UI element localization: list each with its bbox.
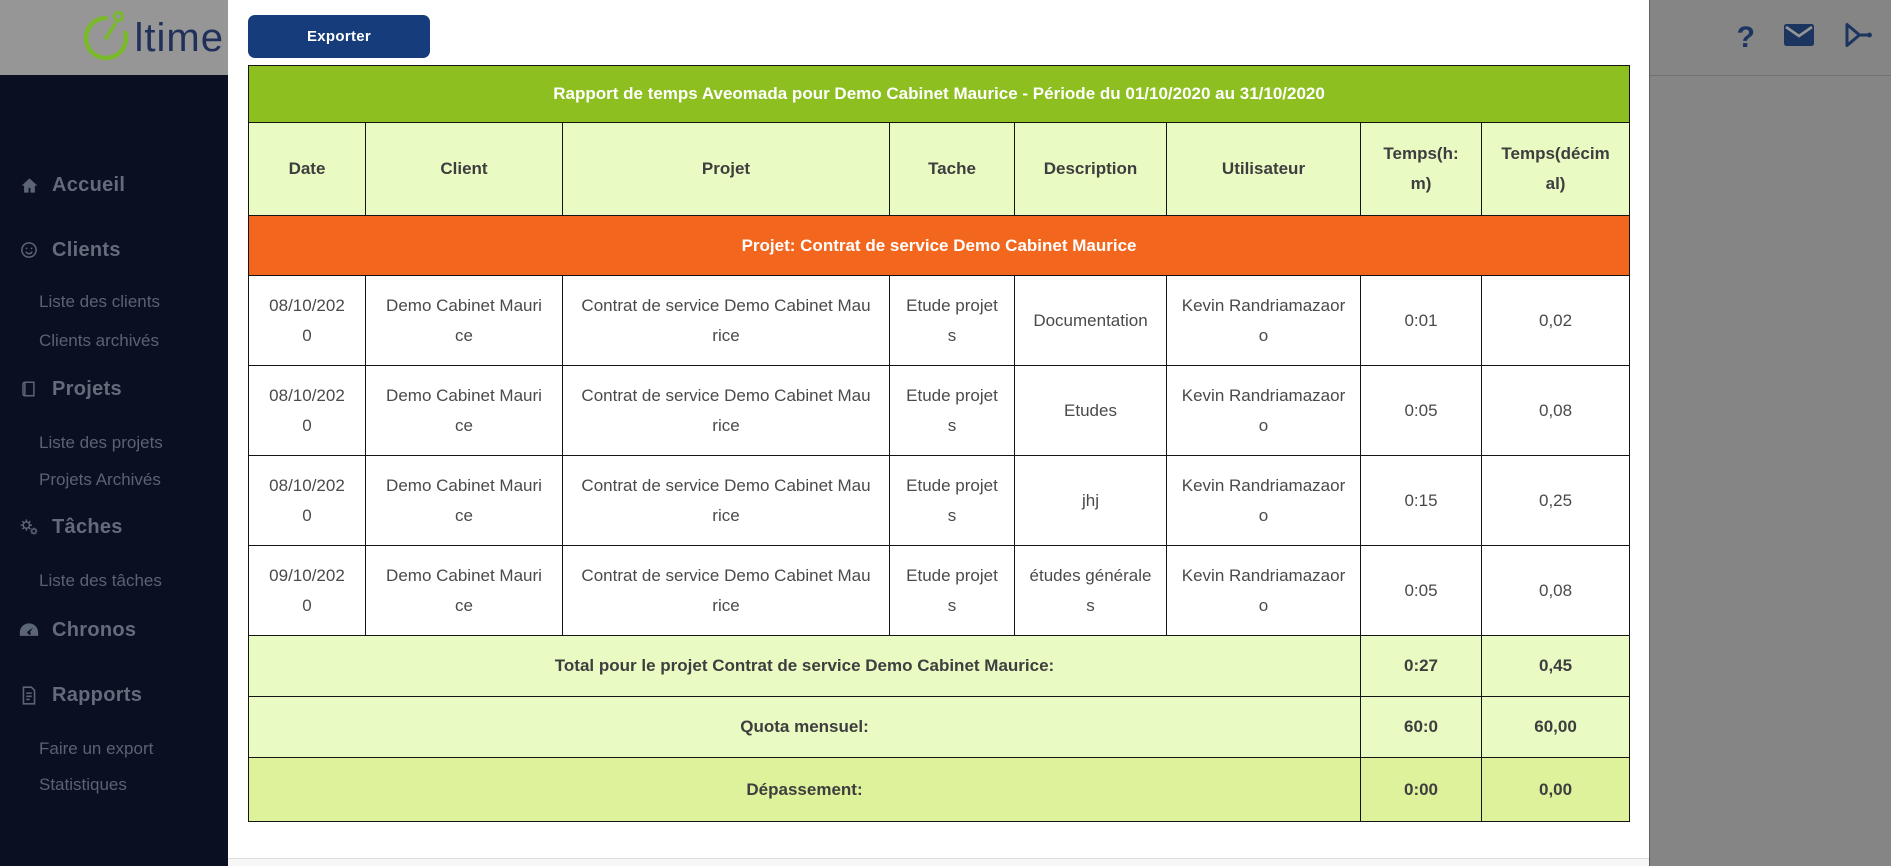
- sidebar-item-label: Projets: [52, 377, 122, 400]
- cell-description: Etudes: [1015, 366, 1167, 456]
- help-button[interactable]: [1736, 20, 1755, 54]
- cell-tache: Etude projets: [890, 456, 1015, 546]
- cell-utilisateur: Kevin Randriamazaoro: [1167, 366, 1361, 456]
- quota-row: [249, 697, 1630, 758]
- export-button[interactable]: Exporter: [248, 15, 430, 58]
- total-label: Quota mensuel:: [249, 697, 1361, 758]
- sidebar-item-label: Chronos: [52, 618, 137, 641]
- cell-temps-hm: 0:15: [1361, 456, 1482, 546]
- app-logo-text: ltime: [134, 15, 224, 60]
- table-row: [249, 546, 1630, 636]
- table-row: [249, 276, 1630, 366]
- cell-client: Demo Cabinet Maurice: [366, 456, 563, 546]
- sidebar-item-taches[interactable]: [0, 513, 228, 541]
- col-header-temps-hm: Temps(h:m): [1361, 123, 1482, 216]
- smiley-icon: [16, 241, 42, 259]
- total-label: Total pour le projet Contrat de service Demo Cabinet Maurice:: [249, 636, 1361, 697]
- logout-button[interactable]: [1843, 21, 1873, 54]
- total-temps-decimal: 0,00: [1482, 758, 1630, 822]
- report-title-row: [249, 66, 1630, 123]
- col-header-date: Date: [249, 123, 366, 216]
- cell-temps-decimal: 0,02: [1482, 276, 1630, 366]
- sidebar-item-projets[interactable]: [0, 375, 228, 403]
- col-header-tache: Tache: [890, 123, 1015, 216]
- table-row: [249, 456, 1630, 546]
- logo-band: [0, 0, 228, 75]
- clock-logo-icon: [79, 8, 133, 67]
- cell-date: 08/10/2020: [249, 456, 366, 546]
- sidebar-item-label: Tâches: [52, 515, 123, 538]
- depassement-row: [249, 758, 1630, 822]
- sidebar-item-label: Liste des tâches: [39, 571, 162, 590]
- col-header-client: Client: [366, 123, 563, 216]
- cell-date: 09/10/2020: [249, 546, 366, 636]
- main-content: [228, 0, 1650, 866]
- sidebar-nav: [0, 75, 228, 866]
- sidebar-item-label: Statistiques: [39, 775, 127, 794]
- sidebar-item-label: Rapports: [52, 683, 143, 706]
- envelope-icon: [1783, 23, 1815, 52]
- column-header-row: [249, 123, 1630, 216]
- topbar-icons: [1737, 0, 1873, 75]
- sidebar-item-label: Accueil: [52, 173, 126, 196]
- gears-icon: [16, 518, 42, 536]
- total-label: Dépassement:: [249, 758, 1361, 822]
- sidebar-item-liste-des-taches[interactable]: [0, 567, 228, 595]
- sidebar-item-label: Liste des clients: [39, 292, 160, 311]
- help-icon: ?: [1736, 20, 1755, 54]
- sidebar-item-clients[interactable]: [0, 236, 228, 264]
- content-footer: [228, 858, 1649, 866]
- total-temps-decimal: 60,00: [1482, 697, 1630, 758]
- messages-button[interactable]: [1783, 23, 1815, 52]
- sidebar-item-label: Liste des projets: [39, 433, 163, 452]
- project-header-row: [249, 216, 1630, 276]
- cell-tache: Etude projets: [890, 546, 1015, 636]
- sidebar-item-accueil[interactable]: [0, 171, 228, 199]
- sidebar-item-faire-un-export[interactable]: [0, 735, 228, 763]
- sidebar-item-statistiques[interactable]: [0, 771, 228, 799]
- cell-client: Demo Cabinet Maurice: [366, 366, 563, 456]
- cell-projet: Contrat de service Demo Cabinet Maurice: [563, 276, 890, 366]
- sidebar-item-label: Clients: [52, 238, 121, 261]
- logout-icon: [1843, 21, 1873, 54]
- sidebar: [0, 0, 228, 866]
- time-report-table: [248, 65, 1630, 822]
- topbar-divider: [1650, 75, 1891, 76]
- col-header-utilisateur: Utilisateur: [1167, 123, 1361, 216]
- cell-utilisateur: Kevin Randriamazaoro: [1167, 546, 1361, 636]
- sidebar-item-clients-archives[interactable]: [0, 327, 228, 355]
- cell-temps-hm: 0:05: [1361, 366, 1482, 456]
- sidebar-item-liste-des-projets[interactable]: [0, 429, 228, 457]
- cell-temps-hm: 0:01: [1361, 276, 1482, 366]
- total-temps-hm: 60:0: [1361, 697, 1482, 758]
- cell-tache: Etude projets: [890, 276, 1015, 366]
- cell-tache: Etude projets: [890, 366, 1015, 456]
- total-temps-hm: 0:27: [1361, 636, 1482, 697]
- cell-client: Demo Cabinet Maurice: [366, 276, 563, 366]
- sidebar-item-label: Clients archivés: [39, 331, 159, 350]
- project-total-row: [249, 636, 1630, 697]
- sidebar-item-rapports[interactable]: [0, 681, 228, 709]
- book-icon: [16, 380, 42, 398]
- col-header-temps-decimal: Temps(décimal): [1482, 123, 1630, 216]
- sidebar-item-label: Projets Archivés: [39, 470, 161, 489]
- sidebar-item-projets-archives[interactable]: [0, 466, 228, 494]
- sidebar-item-label: Faire un export: [39, 739, 154, 758]
- cell-utilisateur: Kevin Randriamazaoro: [1167, 276, 1361, 366]
- cell-temps-decimal: 0,25: [1482, 456, 1630, 546]
- cell-description: études générales: [1015, 546, 1167, 636]
- table-row: [249, 366, 1630, 456]
- cell-projet: Contrat de service Demo Cabinet Maurice: [563, 456, 890, 546]
- cell-description: jhj: [1015, 456, 1167, 546]
- col-header-projet: Projet: [563, 123, 890, 216]
- total-temps-decimal: 0,45: [1482, 636, 1630, 697]
- app-logo[interactable]: [79, 8, 224, 67]
- sidebar-item-liste-des-clients[interactable]: [0, 288, 228, 316]
- tachometer-icon: [16, 622, 42, 638]
- cell-projet: Contrat de service Demo Cabinet Maurice: [563, 366, 890, 456]
- report-title: Rapport de temps Aveomada pour Demo Cabinet Maurice - Période du 01/10/2020 au 31/10/2020: [249, 66, 1630, 123]
- sidebar-item-chronos[interactable]: [0, 616, 228, 644]
- report-file-icon: [16, 686, 42, 705]
- cell-description: Documentation: [1015, 276, 1167, 366]
- cell-client: Demo Cabinet Maurice: [366, 546, 563, 636]
- project-header: Projet: Contrat de service Demo Cabinet Maurice: [249, 216, 1630, 276]
- home-icon: [16, 176, 42, 195]
- cell-temps-decimal: 0,08: [1482, 366, 1630, 456]
- cell-temps-decimal: 0,08: [1482, 546, 1630, 636]
- cell-projet: Contrat de service Demo Cabinet Maurice: [563, 546, 890, 636]
- col-header-description: Description: [1015, 123, 1167, 216]
- cell-date: 08/10/2020: [249, 276, 366, 366]
- total-temps-hm: 0:00: [1361, 758, 1482, 822]
- cell-temps-hm: 0:05: [1361, 546, 1482, 636]
- cell-utilisateur: Kevin Randriamazaoro: [1167, 456, 1361, 546]
- cell-date: 08/10/2020: [249, 366, 366, 456]
